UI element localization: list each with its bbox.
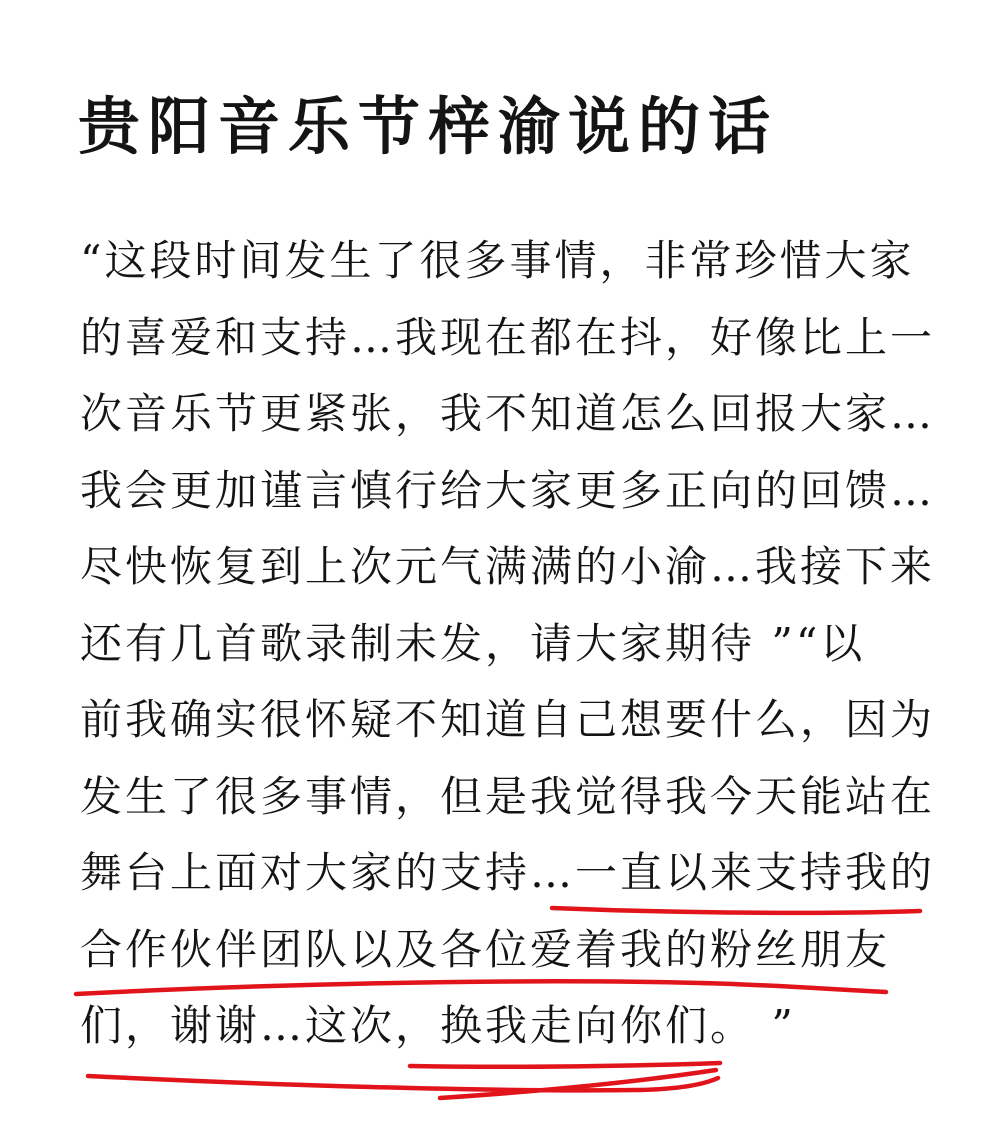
text-line: 发生了很多事情，但是我觉得我今天能站在 [80, 771, 936, 821]
text-line: 我会更加谨言慎行给大家更多正向的回馈… [80, 465, 936, 515]
text-line: 舞台上面对大家的支持…一直以来支持我的 [80, 848, 936, 897]
text-line: 的喜爱和支持…我现在都在抖，好像比上一 [80, 312, 936, 362]
quote-body [80, 236, 950, 1082]
text-line: 们，谢谢…这次，换我走向你们。 ” [80, 1001, 796, 1050]
text-line: 还有几首歌录制未发，请大家期待 ”“以 [80, 618, 866, 668]
document-title: 贵阳音乐节梓渝说的话 [78, 90, 779, 163]
text-line: 前我确实很怀疑不知道自己想要什么，因为 [80, 695, 936, 744]
text-line: 尽快恢复到上次元气满满的小渝…我接下来 [80, 542, 936, 591]
text-line: 次音乐节更紧张，我不知道怎么回报大家… [80, 389, 936, 438]
text-line: 合作伙伴团队以及各位爱着我的粉丝朋友 [80, 924, 891, 974]
text-line: “这段时间发生了很多事情，非常珍惜大家 [80, 236, 915, 285]
